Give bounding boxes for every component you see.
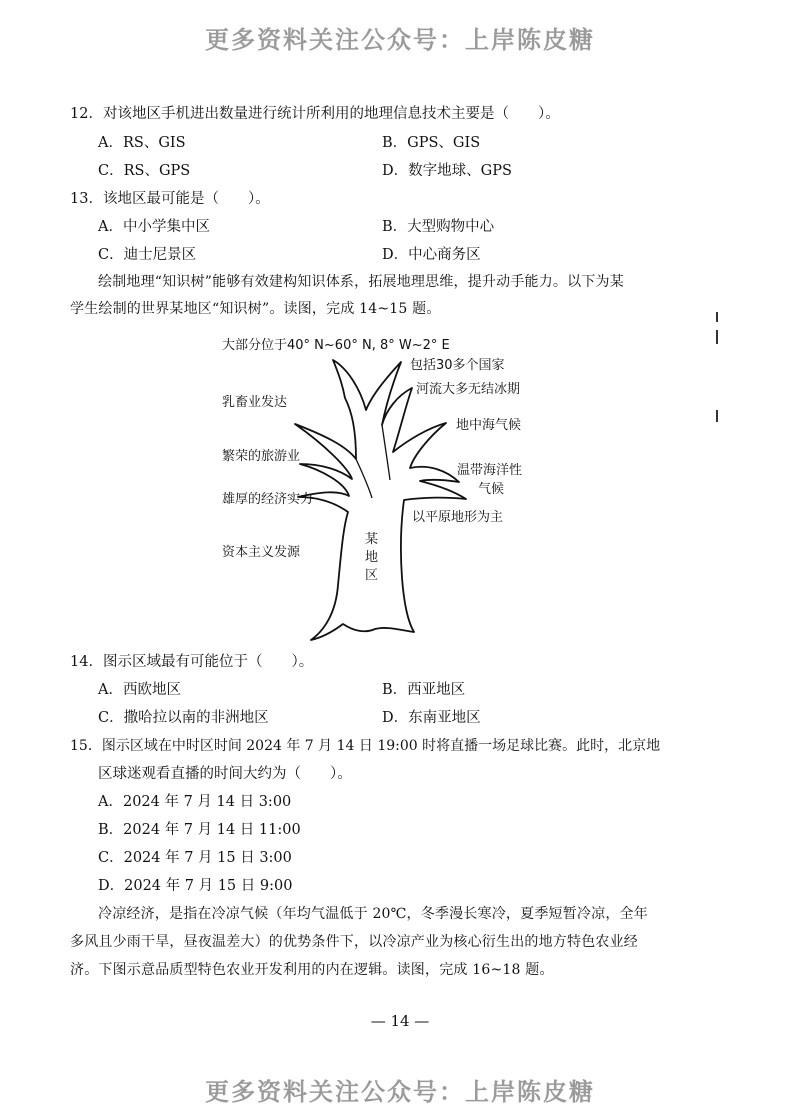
margin-mark (716, 312, 718, 322)
question-14-option-b: B．西亚地区 (382, 682, 466, 698)
tree-label-capitalism: 资本主义发源 (222, 545, 301, 560)
intro-16-18-line-1: 冷凉经济，是指在冷凉气候（年均气温低于 20℃，冬季漫长寒冷，夏季短暂冷凉，全年 (98, 906, 648, 922)
question-12-option-d: D．数字地球、GPS (382, 163, 512, 179)
question-14-stem: 14．图示区域最有可能位于（ ）。 (70, 654, 314, 670)
tree-label-countries: 包括30多个国家 (410, 358, 505, 373)
tree-trunk-detail (356, 425, 390, 498)
intro-14-15-line-1: 绘制地理“知识树”能够有效建构知识体系，拓展地理思维，提升动手能力。以下为某 (98, 274, 624, 290)
question-15-option-a: A．2024 年 7 月 14 日 3:00 (98, 794, 292, 810)
question-13-option-c: C．迪士尼景区 (98, 247, 197, 263)
question-13-stem: 13．该地区最可能是（ ）。 (70, 191, 270, 207)
intro-14-15-line-2: 学生绘制的世界某地区“知识树”。读图，完成 14~15 题。 (70, 301, 441, 317)
intro-16-18-line-3: 济。下图示意品质型特色农业开发利用的内在逻辑。读图，完成 16~18 题。 (70, 962, 554, 978)
question-13-option-d: D．中心商务区 (382, 247, 481, 263)
tree-label-dairy: 乳畜业发达 (222, 395, 288, 410)
question-12-option-c: C．RS、GPS (98, 163, 191, 179)
question-12-option-a: A．RS、GIS (98, 135, 186, 151)
tree-label-range: 大部分位于40° N~60° N, 8° W~2° E (222, 338, 450, 353)
question-15-stem-line-1: 15．图示区域在中时区时间 2024 年 7 月 14 日 19:00 时将直播一场足球比赛。此时，北京地 (70, 738, 661, 754)
question-12-stem: 12．对该地区手机进出数量进行统计所利用的地理信息技术主要是（ ）。 (70, 106, 560, 122)
tree-trunk-label-1: 某 (365, 532, 379, 547)
tree-label-economy: 雄厚的经济实力 (222, 492, 314, 507)
question-14-option-d: D．东南亚地区 (382, 710, 481, 726)
tree-outline (295, 360, 466, 640)
tree-label-mediterranean: 地中海气候 (456, 418, 522, 433)
question-14-option-c: C．撒哈拉以南的非洲地区 (98, 710, 269, 726)
intro-16-18-line-2: 多风且少雨干旱，昼夜温差大）的优势条件下，以冷凉产业为核心衍生出的地方特色农业经 (70, 934, 638, 950)
margin-mark (716, 410, 718, 422)
question-15-stem-line-2: 区球迷观看直播的时间大约为（ ）。 (98, 766, 352, 782)
question-15-option-b: B．2024 年 7 月 14 日 11:00 (98, 822, 301, 838)
question-14-option-a: A．西欧地区 (98, 682, 181, 698)
tree-trunk-label-3: 区 (365, 568, 379, 583)
tree-trunk-label-2: 地 (365, 550, 379, 565)
question-15-option-d: D．2024 年 7 月 15 日 9:00 (98, 878, 293, 894)
margin-mark (716, 330, 718, 344)
question-12-option-b: B．GPS、GIS (382, 135, 481, 151)
question-13-option-b: B．大型购物中心 (382, 219, 495, 235)
tree-label-plains: 以平原地形为主 (412, 510, 504, 525)
tree-label-rivers: 河流大多无结冰期 (416, 382, 521, 397)
tree-label-tourism: 繁荣的旅游业 (222, 449, 301, 464)
watermark-bottom: 更多资料关注公众号：上岸陈皮糖 (205, 1078, 595, 1106)
watermark-top: 更多资料关注公众号：上岸陈皮糖 (205, 26, 595, 54)
tree-label-maritime-2: 气候 (478, 482, 505, 497)
question-15-option-c: C．2024 年 7 月 15 日 3:00 (98, 850, 292, 866)
tree-label-maritime-1: 温带海洋性 (457, 463, 523, 478)
page-number: — 14 — (370, 1012, 430, 1030)
question-13-option-a: A．中小学集中区 (98, 219, 210, 235)
